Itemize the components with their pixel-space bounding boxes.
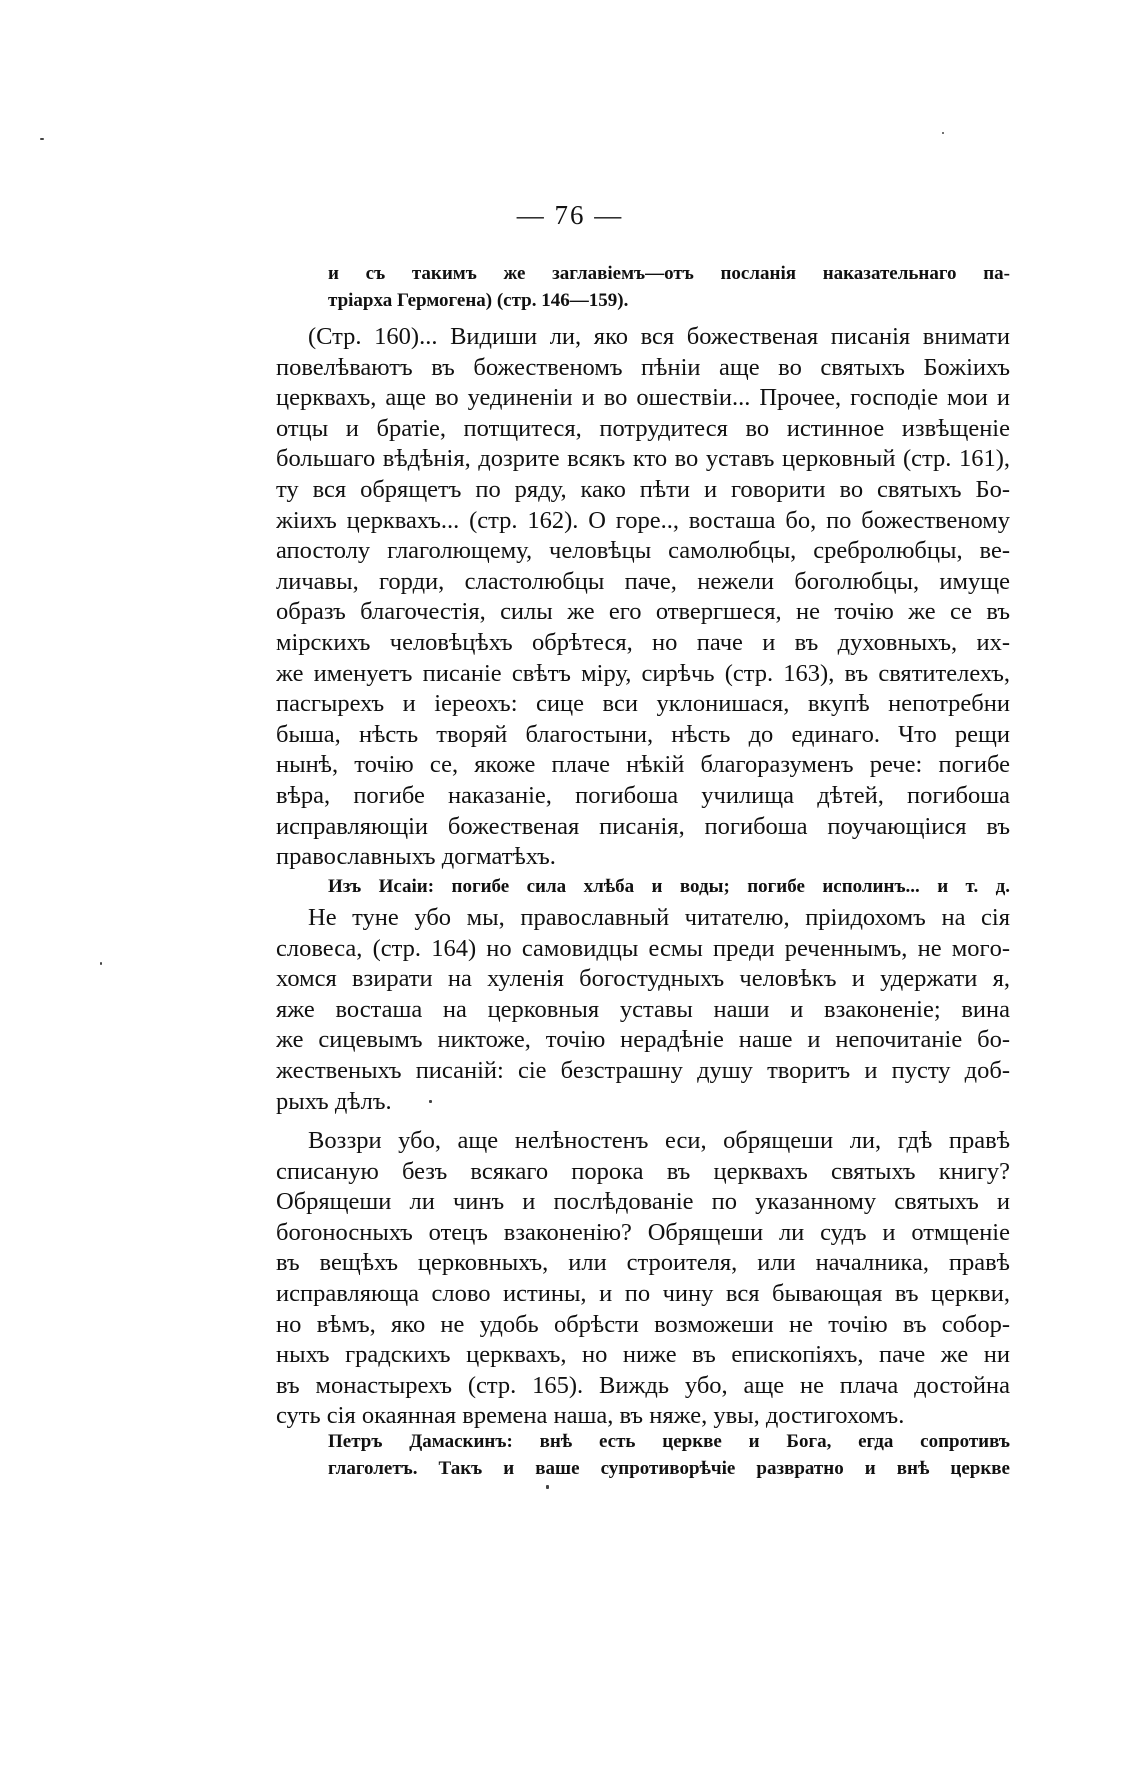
text-line: жіихъ церквахъ... (стр. 162). О горе.., восташа бо, по божественому (276, 506, 1010, 534)
text-line: быша, нѣсть творяй благостыни, нѣсть до единагo. Что рещи (276, 720, 1010, 748)
note-isaiah (276, 873, 1010, 900)
scan-speck (546, 1485, 549, 1489)
text-line: исправляюща слово истины, и по чину вся бывающая въ церкви, (276, 1279, 1010, 1307)
scan-speck (100, 962, 102, 965)
text-line: хомся взирати на хуленія богостудныхъ человѣкъ и удержати я, (276, 965, 1010, 993)
text-line: тріарха Гермогена) (стр. 146—159). (328, 290, 629, 311)
text-line: пасгырехъ и іереохъ: сице вси уклонишася, вкупѣ непотребни (276, 690, 1010, 718)
text-line: исправляющіи божественая писанія, погибоша поучающіися въ (276, 812, 1010, 840)
text-line: ту вся обрящетъ по ряду, како пѣти и говорити во святыхъ Бо- (276, 475, 1010, 503)
paragraph-3 (276, 1126, 1010, 1432)
text-line: личавы, горди, сластолюбцы паче, нежели боголюбцы, имуще (276, 567, 1010, 595)
text-line: Петръ Дамаскинъ: внѣ есть церкве и Бога, егда сопротивъ (328, 1431, 1010, 1452)
note-germogen (276, 260, 1010, 314)
text-line: православныхъ догматѣхъ. (276, 843, 556, 871)
text-line: ныхъ градскихъ церквахъ, но ниже въ епископіяхъ, паче же ни (276, 1341, 1010, 1369)
text-line: богоносныхъ отецъ взаконенію? Обрящеши ли судъ и отмщеніе (276, 1218, 1010, 1246)
text-line: словеса, (стр. 164) но самовидцы есмы преди реченнымъ, не могo- (276, 934, 1010, 962)
text-line: рыхъ дѣлъ. (276, 1087, 392, 1115)
text-line: большаго вѣдѣнія, дозрите всякъ кто во уставъ церковный (стр. 161), (276, 445, 1010, 473)
text-line: апостолу глаголющему, человѣцы самолюбцы, сребролюбцы, ве- (276, 537, 1010, 565)
scan-speck (942, 132, 944, 134)
text-line: Не туне убо мы, православный читателю, пріидохомъ на сія (308, 904, 1010, 931)
text-line: Воззри убо, аще нелѣностенъ еси, обрящеши ли, гдѣ правѣ (308, 1127, 1010, 1154)
text-line: же именуетъ писаніе свѣтъ міру, сирѣчь (стр. 163), въ святителехъ, (276, 659, 1010, 687)
text-line: Изъ Исаіи: погибе сила хлѣба и воды; погибе исполинъ... и т. д. (328, 876, 1010, 897)
text-line: отцы и братіе, потщитеся, потрудитеся во истинное извѣщеніе (276, 414, 1010, 442)
scan-speck (40, 138, 44, 140)
text-line: и съ такимъ же заглавіемъ—отъ посланія наказательнаго па- (328, 263, 1010, 284)
text-line: церквахъ, аще во уединеніи и во ошествіи... Прочее, господіе мои и (276, 384, 1010, 412)
text-line: въ монастырехъ (стр. 165). Виждь убо, аще не плача достойна (276, 1371, 1010, 1399)
text-line: яже восташа на церковныя уставы наши и взаконеніе; вина (276, 995, 1010, 1023)
text-line: повелѣваютъ въ божественомъ пѣніи аще во святыхъ Божіихъ (276, 353, 1010, 381)
text-line: нынѣ, точію се, якоже плаче нѣкій благоразуменъ рече: погибе (276, 751, 1010, 779)
text-line: суть сія окаянная времена наша, въ няже, увы, достигохомъ. (276, 1402, 905, 1430)
paragraph-2 (276, 903, 1010, 1117)
text-line: жественыхъ писаній: сіе безстрашну душу творитъ и пусту доб- (276, 1056, 1010, 1084)
text-line: же сицевымъ никтоже, точію нерадѣніе наше и непочитаніе бо- (276, 1026, 1010, 1054)
text-line: списаную безъ всякаго порока въ церквахъ святыхъ книгу? (276, 1157, 1010, 1185)
text-line: но вѣмъ, яко не удобь обрѣсти возможеши не точію въ собор- (276, 1310, 1010, 1338)
text-line: глаголетъ. Такъ и ваше супротиворѣчіе развратно и внѣ церкве (328, 1458, 1010, 1479)
text-line: мірскихъ человѣцѣхъ обрѣтеся, но паче и въ духовныхъ, их- (276, 628, 1010, 656)
text-line: въ вещѣхъ церковныхъ, или строителя, или началника, правѣ (276, 1249, 1010, 1277)
text-line: вѣра, погибе наказаніе, погибоша училища дѣтей, погибоша (276, 781, 1010, 809)
text-line: Обрящеши ли чинъ и послѣдованіе по указанному святыхъ и (276, 1188, 1010, 1216)
page-number: — 76 — (516, 200, 624, 230)
note-damaskin (276, 1428, 1010, 1482)
paragraph-1 (276, 322, 1010, 873)
text-line: (Стр. 160)... Видиши ли, яко вся божественая писанія внимати (308, 323, 1010, 350)
text-line: образъ благочестія, силы же его отвергшеся, не точію же се въ (276, 598, 1010, 626)
